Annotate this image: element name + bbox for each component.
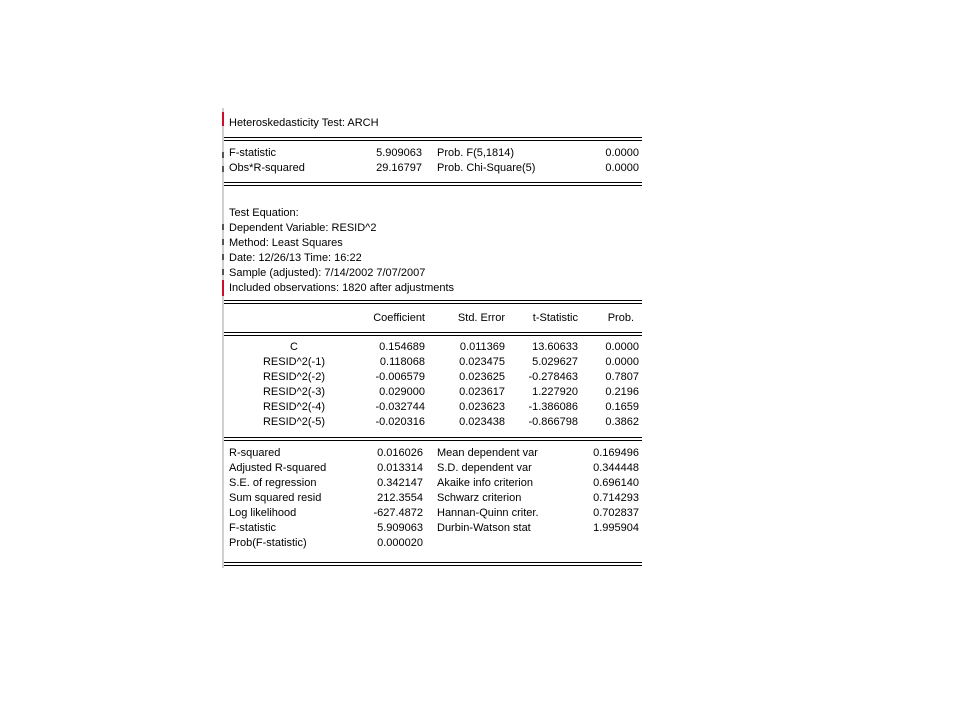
rule (224, 437, 642, 438)
left-edge-marker (222, 224, 224, 230)
prob-value: 0.3862 (605, 416, 639, 428)
rule (224, 332, 642, 333)
summary-stat-label: S.E. of regression (229, 477, 317, 489)
rule (224, 303, 642, 304)
summary-stat-label: R-squared (229, 447, 281, 459)
left-edge-marker (222, 269, 224, 275)
rule (224, 562, 642, 563)
rule (224, 137, 642, 138)
left-edge-marker (222, 239, 224, 245)
prob-value: 0.7807 (605, 371, 639, 383)
summary-stat-value: 212.3554 (377, 492, 423, 504)
summary-stat-value: 0.169496 (593, 447, 639, 459)
std-error-value: 0.023617 (459, 386, 505, 398)
summary-stat-value: 0.714293 (593, 492, 639, 504)
summary-stat-value: 0.344448 (593, 462, 639, 474)
coefficient-variable: RESID^2(-3) (262, 386, 325, 398)
coefficient-column-header: t-Statistic (532, 312, 578, 324)
t-statistic-value: -1.386086 (528, 401, 578, 413)
test-prob-value: 0.0000 (605, 147, 639, 159)
summary-stat-value: -627.4872 (373, 507, 423, 519)
equation-info-line: Dependent Variable: RESID^2 (229, 222, 377, 234)
rule (224, 440, 642, 441)
coefficient-value: 0.118068 (379, 356, 425, 368)
rule (224, 182, 642, 183)
coefficient-column-header: Coefficient (373, 312, 425, 324)
summary-stat-value: 5.909063 (377, 522, 423, 534)
prob-value: 0.0000 (605, 341, 639, 353)
summary-stat-label: Durbin-Watson stat (437, 522, 531, 534)
summary-stat-label: S.D. dependent var (437, 462, 532, 474)
summary-stat-label: Schwarz criterion (437, 492, 522, 504)
rule (224, 565, 642, 566)
summary-stat-label: Prob(F-statistic) (229, 537, 307, 549)
eviews-output-panel (222, 108, 642, 568)
summary-stat-label: Sum squared resid (229, 492, 322, 504)
equation-info-line: Test Equation: (229, 207, 299, 219)
summary-stat-label: Mean dependent var (437, 447, 538, 459)
prob-value: 0.2196 (605, 386, 639, 398)
equation-info-line: Method: Least Squares (229, 237, 343, 249)
coefficient-value: 0.029000 (379, 386, 425, 398)
summary-stat-label: F-statistic (229, 522, 277, 534)
summary-stat-label: Adjusted R-squared (229, 462, 327, 474)
coefficient-value: -0.020316 (375, 416, 425, 428)
summary-stat-label: Akaike info criterion (437, 477, 533, 489)
coefficient-variable: RESID^2(-4) (262, 401, 325, 413)
rule (224, 300, 642, 301)
t-statistic-value: 5.029627 (532, 356, 578, 368)
coefficient-variable: RESID^2(-2) (262, 371, 325, 383)
summary-stat-value: 1.995904 (593, 522, 639, 534)
summary-stat-value: 0.016026 (377, 447, 423, 459)
test-stat-value: 5.909063 (376, 147, 422, 159)
coefficient-column-header: Prob. (607, 312, 634, 324)
coefficient-variable: C (290, 341, 298, 353)
test-stat-label: Obs*R-squared (229, 162, 305, 174)
std-error-value: 0.023623 (459, 401, 505, 413)
rule (224, 185, 642, 186)
t-statistic-value: -0.278463 (528, 371, 578, 383)
left-edge-marker (222, 112, 224, 126)
t-statistic-value: 1.227920 (532, 386, 578, 398)
summary-stat-value: 0.342147 (377, 477, 423, 489)
test-prob-label: Prob. F(5,1814) (437, 147, 515, 159)
summary-stat-value: 0.013314 (377, 462, 423, 474)
test-prob-label: Prob. Chi-Square(5) (437, 162, 536, 174)
left-edge-marker (222, 254, 224, 260)
test-stat-value: 29.16797 (376, 162, 422, 174)
t-statistic-value: 13.60633 (532, 341, 578, 353)
left-edge-border (222, 108, 224, 568)
coefficient-column-header: Std. Error (457, 312, 505, 324)
equation-info-line: Sample (adjusted): 7/14/2002 7/07/2007 (229, 267, 426, 279)
coefficient-variable: RESID^2(-5) (262, 416, 325, 428)
coefficient-variable: RESID^2(-1) (262, 356, 325, 368)
std-error-value: 0.023625 (459, 371, 505, 383)
left-edge-marker (222, 166, 224, 172)
equation-info-line: Date: 12/26/13 Time: 16:22 (229, 252, 362, 264)
left-edge-marker (222, 280, 224, 296)
std-error-value: 0.023438 (459, 416, 505, 428)
rule (224, 140, 642, 141)
coefficient-value: -0.032744 (375, 401, 425, 413)
prob-value: 0.1659 (605, 401, 639, 413)
left-edge-marker (222, 152, 224, 158)
summary-stat-value: 0.696140 (593, 477, 639, 489)
std-error-value: 0.023475 (459, 356, 505, 368)
test-prob-value: 0.0000 (605, 162, 639, 174)
summary-stat-label: Log likelihood (229, 507, 297, 519)
test-stat-label: F-statistic (229, 147, 277, 159)
coefficient-value: 0.154689 (379, 341, 425, 353)
coefficient-value: -0.006579 (375, 371, 425, 383)
summary-stat-value: 0.702837 (593, 507, 639, 519)
std-error-value: 0.011369 (459, 341, 505, 353)
summary-stat-value: 0.000020 (377, 537, 423, 549)
test-title: Heteroskedasticity Test: ARCH (229, 117, 379, 129)
t-statistic-value: -0.866798 (528, 416, 578, 428)
prob-value: 0.0000 (605, 356, 639, 368)
summary-stat-label: Hannan-Quinn criter. (437, 507, 539, 519)
equation-info-line: Included observations: 1820 after adjustments (229, 282, 455, 294)
rule (224, 335, 642, 336)
